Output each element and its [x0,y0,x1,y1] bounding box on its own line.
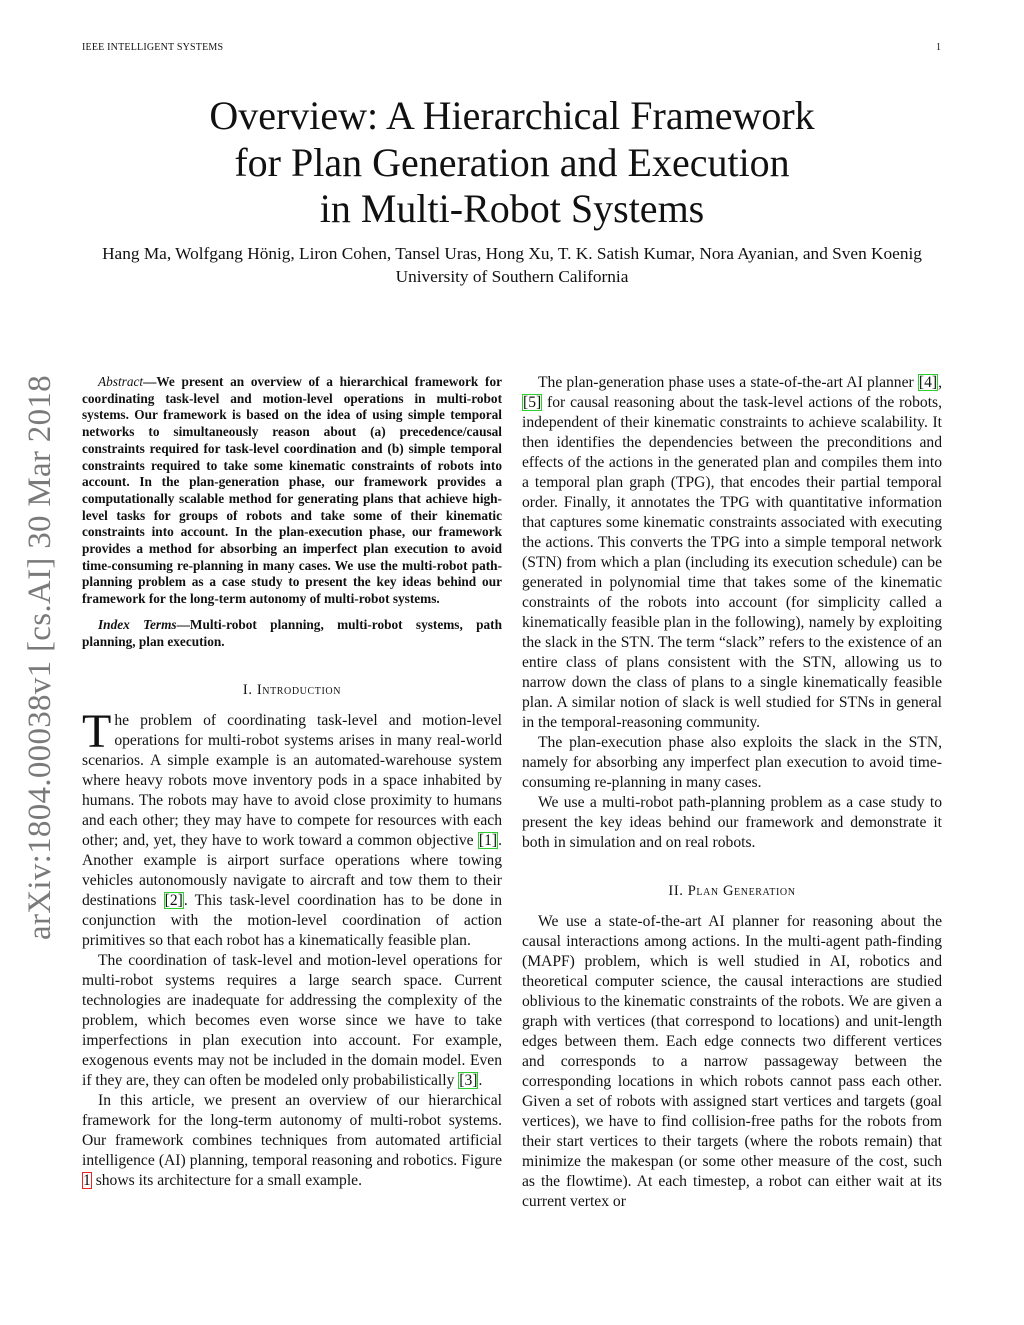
arxiv-stamp: arXiv:1804.00038v1 [cs.AI] 30 Mar 2018 [22,375,58,940]
paragraph [82,1091,502,1191]
paragraph-text: The coordination of task-level and motion-level operations for multi-robot systems requires a large search space. Current technologies are inadequate for addressing the complexity of the problem, which becomes even worse since we have to take imperfections in plan execution into account. For example, exogenous events may not be included in the domain model. Even if they are, they can often be modeled only probabilistically [82,952,502,1090]
figure-link[interactable]: 1 [83,1172,91,1190]
paragraph [522,373,942,733]
index-terms [82,617,502,650]
paragraph-text: We use a state-of-the-art AI planner for reasoning about the causal interactions among actions. In the multi-agent path-finding (MAPF) problem, which is well studied in AI, robotics and theoretical computer science, the causal interactions are studied oblivious to the kinematic constraints of the robots. We are given a graph with vertices (that correspond to locations) and unit-length edges between them. Each edge connects two different vertices and corresponds to a narrow passageway between the corresponding locations in which robots cannot pass each other. Given a set of robots with assigned start vertices and targets (goal vertices), we have to find collision-free paths for the robots from their start vertices to their targets (where the robots remain) that minimize the makespan (or some other measure of the cost, such as the flowtime). At each timestep, a robot can either wait at its current vertex or [522,913,942,1210]
section-number: II. [668,883,688,899]
paragraph-text: , [938,374,942,391]
paragraph [522,793,942,853]
section-title: Plan Generation [687,883,796,899]
paragraph-text: . This task-level coordination has to be done in conjunction with the motion-level coordination of action primitives so that each robot has a kinematically feasible plan. [82,892,502,950]
section-heading-introduction [82,682,502,699]
plan-generation-body [522,912,942,1212]
index-terms-text: —Multi-robot planning, multi-robot systems, path planning, plan execution. [82,616,502,649]
paragraph-text: The plan-execution phase also exploits the slack in the STN, namely for absorbing any imperfect plan execution to avoid time-consuming re-planning in many cases. [522,734,942,791]
index-terms-label: Index Terms [98,616,177,632]
citation-link[interactable]: [4] [918,374,938,391]
section-title: Introduction [256,682,342,699]
paragraph-text: . [478,1072,483,1090]
paragraph [82,705,502,951]
citation-link[interactable]: [3] [459,1072,478,1090]
running-header: IEEE INTELLIGENT SYSTEMS [82,42,224,53]
paragraph-text: for causal reasoning about the task-level actions of the robots, independent of their kinematic constraints to achieve scalability. It then identifies the dependencies between the preconditions and effects of the actions in the generated plan and compiles them into a temporal plan graph (TPG), that encodes their partial temporal order. Finally, it annotates the TPG with quantitative information that captures some kinematic constraints associated with executing the actions. This converts the TPG into a simple temporal network (STN) from which a plan (including its execution schedule) can be generated in polynomial time that takes some of the kinematic constraints of the robots into account (for simplicity called a kinematically feasible plan in the following), namely by exploiting the slack in the STN. The term “slack” refers to the existence of an entire class of plans consistent with the STN, allowing us to narrow down the class of plans to a single kinematically feasible plan. A similar notion of slack is well studied for STNs in general in the temporal-reasoning community. [522,394,942,731]
citation-link[interactable]: [2] [164,892,183,910]
paragraph-text: he problem of coordinating task-level and motion-level operations for multi-robot systems arises in many real-world scenarios. A simple example is an automated-warehouse system where heavy robots move inventory pods in a space inhabited by humans. The robots may have to avoid close proximity to humans and each other; they may have to compete for resources with each other; and, yet, they have to work toward a common objective [82,712,502,850]
page-number: 1 [936,42,941,53]
paragraph [522,912,942,1212]
paragraph-text: . Another example is airport surface operations where towing vehicles autonomously navigate to aircraft and tow them to their destinations [82,832,502,910]
paragraph [82,951,502,1091]
left-column [82,374,502,1191]
right-body [522,373,942,853]
paragraph-text: In this article, we present an overview of our hierarchical framework for the long-term autonomy of multi-robot systems. Our framework combines techniques from automated artificial intelligence (AI) planning, temporal reasoning and robotics. Figure [82,1092,502,1170]
author-list: Hang Ma, Wolfgang Hönig, Liron Cohen, Tansel Uras, Hong Xu, T. K. Satish Kumar, Nora Ayanian, and Sven Koenig [102,244,922,263]
citation-link[interactable]: [5] [523,394,542,411]
paragraph [522,733,942,793]
paragraph-text: shows its architecture for a small example. [91,1172,362,1190]
affiliation: University of Southern California [395,266,629,286]
title-line: Overview: A Hierarchical Framework [209,93,815,138]
title-line: for Plan Generation and Execution [234,139,790,185]
abstract-label: Abstract [98,374,144,389]
drop-cap: T [82,705,112,759]
introduction-body [82,705,502,1191]
abstract [82,374,502,608]
title-line: in Multi-Robot Systems [319,186,705,231]
paragraph-text: We use a multi-robot path-planning problem as a case study to present the key ideas behind our framework and demonstrate it both in simulation and on real robots. [522,794,942,851]
section-heading-plan-generation [522,883,942,900]
citation-link[interactable]: [1] [478,832,498,850]
author-block [100,243,924,288]
section-number: I. [242,682,257,699]
abstract-text: —We present an overview of a hierarchical framework for coordinating task-level and motion-level operations in multi-robot systems. Our framework is based on the idea of using simple temporal networks to simultaneously reason about (a) precedence/causal constraints required for task-level coordination and (b) simple temporal constraints required to take some kinematic constraints of robots into account. In the plan-generation phase, our framework provides a computationally scalable method for generating plans that achieve high-level tasks for groups of robots and take some of their kinematic constraints into account. In the plan-execution phase, our framework provides a method for absorbing an imperfect plan execution to avoid time-consuming re-planning in many cases. We use the multi-robot path-planning problem as a case study to present the key ideas behind our framework for the long-term autonomy of multi-robot systems. [82,374,502,607]
paragraph-text: The plan-generation phase uses a state-of-the-art AI planner [538,374,918,391]
right-column [522,373,942,1212]
paper-title [0,93,1024,233]
